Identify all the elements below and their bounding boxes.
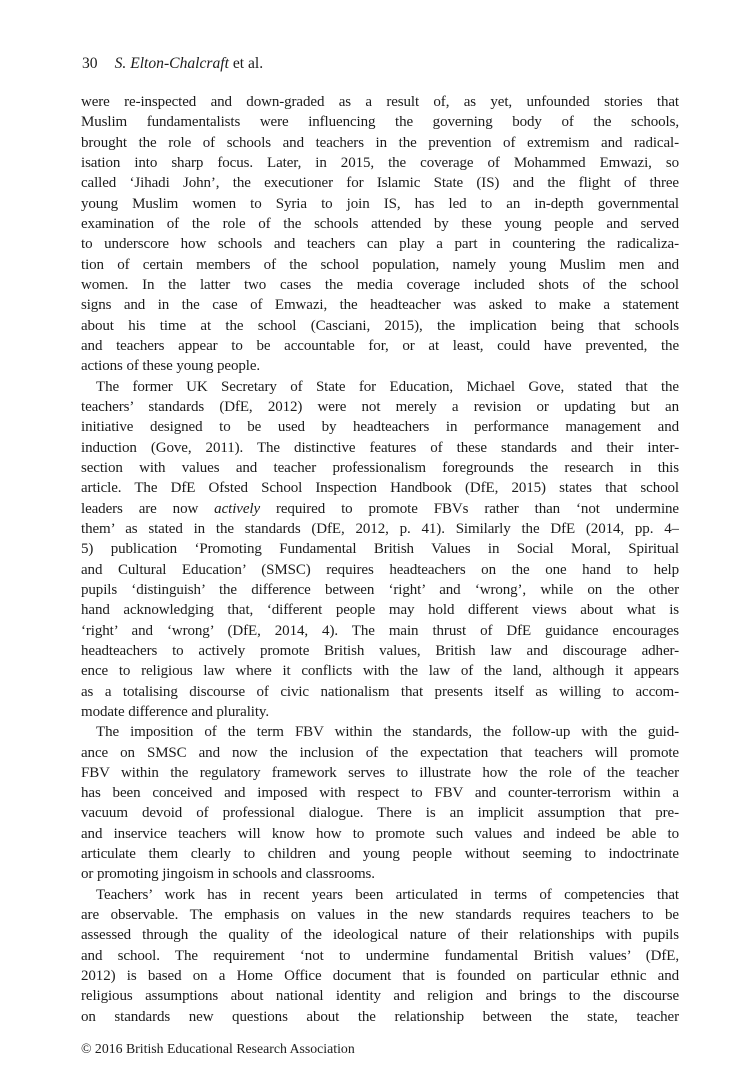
text-line: actions of these young people. — [81, 358, 261, 375]
text-line: has been conceived and imposed with respect to FBV and counter-terrorism within a — [81, 785, 679, 802]
body-text — [81, 92, 679, 1027]
text-line: ence to religious law where it conflicts with the law of the land, although it appears — [81, 663, 679, 680]
text-line: hand acknowledging that, ‘different people may hold different views about what is — [81, 602, 679, 619]
text-line: teachers’ standards (DfE, 2012) were not merely a revision or updating but an — [81, 398, 679, 415]
text-line: headteachers to actively promote British values, British law and discourage adher- — [81, 642, 679, 659]
page-number: 30 — [82, 55, 98, 72]
page-header — [82, 55, 263, 73]
text-line: or promoting jingoism in schools and classrooms. — [81, 866, 375, 883]
text-line: were re-inspected and down-graded as a result of, as yet, unfounded stories that — [81, 94, 679, 110]
copyright-notice: © 2016 British Educational Research Association — [81, 1041, 355, 1056]
text-line: are observable. The emphasis on values in the new standards requires teachers to be — [81, 907, 679, 924]
text-line: called ‘Jihadi John’, the executioner for Islamic State (IS) and the flight of three — [81, 175, 679, 192]
text-line: religious assumptions about national identity and religion and brings to the discourse — [81, 988, 679, 1005]
text-line: induction (Gove, 2011). The distinctive features of these standards and their inter- — [81, 439, 679, 456]
text-line: about his time at the school (Casciani, 2015), the implication being that schools — [81, 317, 679, 334]
text-line: Teachers’ work has in recent years been articulated in terms of competencies that — [96, 886, 679, 903]
text-line: women. In the latter two cases the media coverage included shots of the school — [81, 276, 679, 293]
text-line: brought the role of schools and teachers in the prevention of extremism and radical- — [81, 134, 679, 151]
text-line: The former UK Secretary of State for Education, Michael Gove, stated that the — [96, 378, 679, 395]
text-line: young Muslim women to Syria to join IS, has led to an in-depth governmental — [81, 195, 679, 212]
text-line: and school. The requirement ‘not to undermine fundamental British values’ (DfE, — [81, 947, 679, 964]
text-line: and teachers appear to be accountable for, or at least, could have prevented, the — [81, 337, 679, 354]
text-line: assessed through the quality of the ideological nature of their relationships with pupils — [81, 927, 679, 944]
text-line: article. The DfE Ofsted School Inspection Handbook (DfE, 2015) states that school — [81, 480, 679, 497]
running-head-author: S. Elton-Chalcraft — [114, 55, 229, 72]
text-line: isation into sharp focus. Later, in 2015, the coverage of Mohammed Emwazi, so — [81, 154, 679, 171]
italic-text: actively — [214, 500, 261, 517]
text-line: articulate them clearly to children and young people without seeming to indoctrinate — [81, 846, 679, 863]
text-line: examination of the role of the schools attended by these young people and served — [81, 215, 679, 232]
text-line: signs and in the case of Emwazi, the headteacher was asked to make a statement — [81, 297, 679, 314]
paragraph — [81, 92, 679, 377]
text-line: them’ as stated in the standards (DfE, 2012, p. 41). Similarly the DfE (2014, pp. 4– — [81, 520, 679, 537]
paragraph — [81, 885, 679, 1027]
text-line: initiative designed to be used by headteachers in performance management and — [81, 419, 679, 436]
text-line: 2012) is based on a Home Office document that is founded on particular ethnic and — [81, 968, 679, 985]
running-head-etal: et al. — [228, 55, 264, 72]
text-line: Muslim fundamentalists were influencing the governing body of the schools, — [81, 114, 679, 131]
page-footer — [81, 1041, 355, 1057]
paragraph — [81, 722, 679, 885]
text-line: pupils ‘distinguish’ the difference between ‘right’ and ‘wrong’, while on the other — [81, 581, 679, 598]
text-line: on standards new questions about the relationship between the state, teacher — [81, 1008, 679, 1025]
text-line: and Cultural Education’ (SMSC) requires headteachers on the one hand to help — [81, 561, 679, 578]
text-line: and inservice teachers will know how to promote such values and indeed be able to — [81, 825, 679, 842]
text-line: modate difference and plurality. — [81, 703, 269, 720]
text-line: vacuum devoid of professional dialogue. There is an implicit assumption that pre- — [81, 805, 679, 822]
text-line: 5) publication ‘Promoting Fundamental British Values in Social Moral, Spiritual — [81, 541, 679, 558]
text-line: as a totalising discourse of civic nationalism that presents itself as willing to accom- — [81, 683, 679, 700]
text-line: section with values and teacher professionalism foregrounds the research in this — [81, 459, 679, 476]
paragraph — [81, 377, 679, 723]
text-line: leaders are now actively required to promote FBVs rather than ‘not undermine — [81, 500, 679, 517]
text-line: tion of certain members of the school population, namely young Muslim men and — [81, 256, 679, 273]
text-line: ‘right’ and ‘wrong’ (DfE, 2014, 4). The main thrust of DfE guidance encourages — [81, 622, 679, 639]
text-line: to underscore how schools and teachers can play a part in countering the radicaliza- — [81, 236, 679, 253]
text-line: ance on SMSC and now the inclusion of the expectation that teachers will promote — [81, 744, 679, 761]
text-line: FBV within the regulatory framework serves to illustrate how the role of the teacher — [81, 764, 679, 781]
text-line: The imposition of the term FBV within the standards, the follow-up with the guid- — [96, 724, 679, 741]
